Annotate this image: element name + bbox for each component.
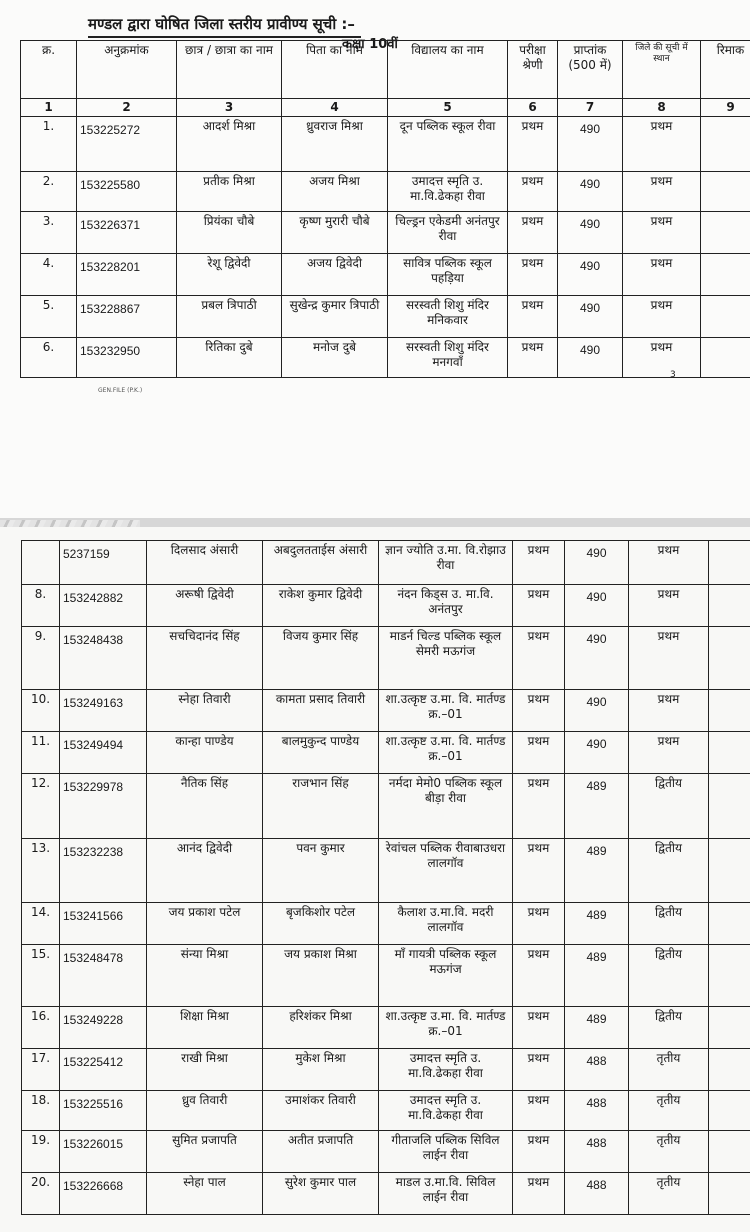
remarks-cell (701, 338, 750, 378)
roll-number-cell: 153248478 (60, 945, 147, 1007)
column-number: 4 (282, 99, 388, 117)
marks-cell: 489 (565, 839, 629, 903)
district-rank-cell: द्वितीय (629, 839, 709, 903)
division-cell: प्रथम (513, 585, 565, 627)
column-number: 5 (388, 99, 508, 117)
school-name-cell: गीताजलि पब्लिक सिविल लाईन रीवा (379, 1131, 513, 1173)
marks-cell: 490 (558, 254, 623, 296)
serial-cell: 19. (22, 1131, 60, 1173)
father-name-cell: ध्रुवराज मिश्रा (282, 117, 388, 172)
student-name-cell: सुमित प्रजापति (147, 1131, 263, 1173)
district-rank-cell: तृतीय (629, 1091, 709, 1131)
district-rank-cell: प्रथम (623, 212, 701, 254)
serial-cell: 3. (21, 212, 77, 254)
marks-cell: 490 (558, 212, 623, 254)
merit-list-page-2 (0, 527, 750, 1232)
header-district-rank: जिले की सूची में स्थान (623, 41, 701, 99)
roll-number-cell: 153228201 (77, 254, 177, 296)
table-row (22, 732, 750, 774)
father-name-cell: अतीत प्रजापति (263, 1131, 379, 1173)
remarks-cell (709, 1049, 750, 1091)
roll-number-cell: 153249494 (60, 732, 147, 774)
marks-cell: 490 (558, 338, 623, 378)
remarks-cell (701, 117, 750, 172)
serial-cell: 20. (22, 1173, 60, 1215)
father-name-cell: पवन कुमार (263, 839, 379, 903)
student-name-cell: रितिका दुबे (177, 338, 282, 378)
merit-list-title: मण्डल द्वारा घोषित जिला स्तरीय प्रावीण्य सूची :– (88, 14, 361, 38)
serial-cell: 17. (22, 1049, 60, 1091)
father-name-cell: अजय मिश्रा (282, 172, 388, 212)
district-rank-cell: द्वितीय (629, 945, 709, 1007)
column-number: 3 (177, 99, 282, 117)
merit-table-page-2 (21, 540, 750, 1215)
school-name-cell: नर्मदा मेमो0 पब्लिक स्कूल बीड़ा रीवा (379, 774, 513, 839)
marks-cell: 490 (558, 296, 623, 338)
serial-cell: 9. (22, 627, 60, 690)
table-row (22, 839, 750, 903)
student-name-cell: नैतिक सिंह (147, 774, 263, 839)
school-name-cell: शा.उत्कृष्ट उ.मा. वि. मार्तण्ड क्र.–01 (379, 1007, 513, 1049)
district-rank-cell: तृतीय (629, 1173, 709, 1215)
roll-number-cell: 153226371 (77, 212, 177, 254)
division-cell: प्रथम (513, 774, 565, 839)
school-name-cell: कैलाश उ.मा.वि. मदरी लालगॉव (379, 903, 513, 945)
serial-cell: 1. (21, 117, 77, 172)
school-name-cell: सावित्र पब्लिक स्कूल पहड़िया (388, 254, 508, 296)
table-row (21, 338, 750, 378)
marks-cell: 488 (565, 1049, 629, 1091)
table-row (22, 945, 750, 1007)
school-name-cell: उमादत्त स्मृति उ. मा.वि.ढेकहा रीवा (388, 172, 508, 212)
serial-cell: 6. (21, 338, 77, 378)
remarks-cell (709, 627, 750, 690)
remarks-cell (709, 774, 750, 839)
remarks-cell (709, 541, 750, 585)
marks-cell: 490 (565, 585, 629, 627)
school-name-cell: ज्ञान ज्योति उ.मा. वि.रोझाउ रीवा (379, 541, 513, 585)
table-row (21, 254, 750, 296)
division-cell: प्रथम (508, 117, 558, 172)
remarks-cell (709, 732, 750, 774)
table-row (22, 541, 750, 585)
father-name-cell: कामता प्रसाद तिवारी (263, 690, 379, 732)
header-serial: क्र. (21, 41, 77, 99)
serial-cell: 8. (22, 585, 60, 627)
student-name-cell: संन्या मिश्रा (147, 945, 263, 1007)
division-cell: प्रथम (513, 732, 565, 774)
division-cell: प्रथम (508, 212, 558, 254)
roll-number-cell: 153232950 (77, 338, 177, 378)
roll-number-cell: 153241566 (60, 903, 147, 945)
district-rank-cell: प्रथम (623, 296, 701, 338)
roll-number-cell: 153232238 (60, 839, 147, 903)
serial-cell: 16. (22, 1007, 60, 1049)
table-row (22, 903, 750, 945)
father-name-cell: सुखेन्द्र कुमार त्रिपाठी (282, 296, 388, 338)
column-number: 7 (558, 99, 623, 117)
roll-number-cell: 153229978 (60, 774, 147, 839)
column-number: 6 (508, 99, 558, 117)
division-cell: प्रथम (513, 1173, 565, 1215)
student-name-cell: प्रबल त्रिपाठी (177, 296, 282, 338)
father-name-cell: मनोज दुबे (282, 338, 388, 378)
father-name-cell: उमाशंकर तिवारी (263, 1091, 379, 1131)
table-row (22, 585, 750, 627)
student-name-cell: कान्हा पाण्डेय (147, 732, 263, 774)
school-name-cell: नंदन किड्स उ. मा.वि. अनंतपुर (379, 585, 513, 627)
district-rank-cell: द्वितीय (629, 903, 709, 945)
father-name-cell: जय प्रकाश मिश्रा (263, 945, 379, 1007)
division-cell: प्रथम (513, 945, 565, 1007)
district-rank-cell: प्रथम (623, 338, 701, 378)
district-rank-cell: तृतीय (629, 1049, 709, 1091)
serial-cell: 5. (21, 296, 77, 338)
remarks-cell (709, 1131, 750, 1173)
table-row (22, 774, 750, 839)
roll-number-cell: 153225412 (60, 1049, 147, 1091)
roll-number-cell: 5237159 (60, 541, 147, 585)
table-row (22, 1131, 750, 1173)
district-rank-cell: प्रथम (623, 172, 701, 212)
division-cell: प्रथम (513, 1131, 565, 1173)
header-remarks: रिमाक (701, 41, 750, 99)
division-cell: प्रथम (513, 1091, 565, 1131)
student-name-cell: राखी मिश्रा (147, 1049, 263, 1091)
remarks-cell (709, 1007, 750, 1049)
remarks-cell (701, 212, 750, 254)
roll-number-cell: 153228867 (77, 296, 177, 338)
district-rank-cell: प्रथम (629, 541, 709, 585)
district-rank-cell: तृतीय (629, 1131, 709, 1173)
student-name-cell: स्नेहा तिवारी (147, 690, 263, 732)
remarks-cell (701, 254, 750, 296)
roll-number-cell: 153225516 (60, 1091, 147, 1131)
father-name-cell: अजय द्विवेदी (282, 254, 388, 296)
roll-number-cell: 153226015 (60, 1131, 147, 1173)
remarks-cell (709, 903, 750, 945)
school-name-cell: शा.उत्कृष्ट उ.मा. वि. मार्तण्ड क्र.–01 (379, 690, 513, 732)
student-name-cell: अरूषी द्विवेदी (147, 585, 263, 627)
school-name-cell: माँ गायत्री पब्लिक स्कूल मऊगंज (379, 945, 513, 1007)
father-name-cell: हरिशंकर मिश्रा (263, 1007, 379, 1049)
father-name-cell: अबदुलतताईस अंसारी (263, 541, 379, 585)
marks-cell: 488 (565, 1091, 629, 1131)
student-name-cell: आदर्श मिश्रा (177, 117, 282, 172)
serial-cell: 10. (22, 690, 60, 732)
school-name-cell: रेवांचल पब्लिक रीवाबाउधरा लालगॉव (379, 839, 513, 903)
father-name-cell: कृष्ण मुरारी चौबे (282, 212, 388, 254)
district-rank-cell: प्रथम (629, 732, 709, 774)
serial-cell: 15. (22, 945, 60, 1007)
division-cell: प्रथम (508, 338, 558, 378)
school-name-cell: माडल उ.मा.वि. सिविल लाईन रीवा (379, 1173, 513, 1215)
student-name-cell: ध्रुव तिवारी (147, 1091, 263, 1131)
header-student-name: छात्र / छात्रा का नाम (177, 41, 282, 99)
division-cell: प्रथम (513, 1007, 565, 1049)
student-name-cell: प्रतीक मिश्रा (177, 172, 282, 212)
marks-cell: 489 (565, 903, 629, 945)
division-cell: प्रथम (513, 690, 565, 732)
table-row (22, 1007, 750, 1049)
school-name-cell: उमादत्त स्मृति उ. मा.वि.ढेकहा रीवा (379, 1049, 513, 1091)
remarks-cell (709, 690, 750, 732)
roll-number-cell: 153242882 (60, 585, 147, 627)
division-cell: प्रथम (513, 627, 565, 690)
serial-cell: 14. (22, 903, 60, 945)
remarks-cell (701, 172, 750, 212)
division-cell: प्रथम (513, 903, 565, 945)
district-rank-cell: प्रथम (629, 627, 709, 690)
merit-table-page-1 (20, 40, 750, 378)
roll-number-cell: 153225272 (77, 117, 177, 172)
roll-number-cell: 153248438 (60, 627, 147, 690)
marks-cell: 490 (558, 172, 623, 212)
remarks-cell (701, 296, 750, 338)
table-row (22, 690, 750, 732)
school-name-cell: सरस्वती शिशु मंदिर मनिकवार (388, 296, 508, 338)
serial-cell (22, 541, 60, 585)
student-name-cell: शिक्षा मिश्रा (147, 1007, 263, 1049)
district-rank-cell: प्रथम (623, 254, 701, 296)
column-number-row (21, 99, 750, 117)
serial-cell: 4. (21, 254, 77, 296)
district-rank-cell: प्रथम (629, 585, 709, 627)
division-cell: प्रथम (508, 296, 558, 338)
father-name-cell: राजभान सिंह (263, 774, 379, 839)
table-row (22, 1173, 750, 1215)
division-cell: प्रथम (513, 541, 565, 585)
school-name-cell: चिल्ड्रन एकेडमी अनंतपुर रीवा (388, 212, 508, 254)
table-row (21, 296, 750, 338)
marks-cell: 490 (565, 690, 629, 732)
student-name-cell: जय प्रकाश पटेल (147, 903, 263, 945)
table-header-row (21, 41, 750, 99)
roll-number-cell: 153249228 (60, 1007, 147, 1049)
marks-cell: 489 (565, 1007, 629, 1049)
district-rank-cell: द्वितीय (629, 774, 709, 839)
school-name-cell: दून पब्लिक स्कूल रीवा (388, 117, 508, 172)
father-name-cell: राकेश कुमार द्विवेदी (263, 585, 379, 627)
remarks-cell (709, 585, 750, 627)
marks-cell: 490 (565, 627, 629, 690)
school-name-cell: सरस्वती शिशु मंदिर मनगवाँ (388, 338, 508, 378)
roll-number-cell: 153225580 (77, 172, 177, 212)
marks-cell: 490 (565, 541, 629, 585)
marks-cell: 490 (565, 732, 629, 774)
roll-number-cell: 153226668 (60, 1173, 147, 1215)
father-name-cell: बृजकिशोर पटेल (263, 903, 379, 945)
class-subtitle: कक्षा 10वीं (342, 37, 398, 52)
merit-list-page-1 (0, 0, 750, 518)
student-name-cell: प्रियंका चौबे (177, 212, 282, 254)
serial-cell: 2. (21, 172, 77, 212)
marks-cell: 488 (565, 1173, 629, 1215)
student-name-cell: रेशू द्विवेदी (177, 254, 282, 296)
file-reference: GEN.FILE (P.K.) (98, 387, 143, 394)
father-name-cell: सुरेश कुमार पाल (263, 1173, 379, 1215)
table-row (21, 172, 750, 212)
district-rank-cell: प्रथम (629, 690, 709, 732)
remarks-cell (709, 839, 750, 903)
father-name-cell: मुकेश मिश्रा (263, 1049, 379, 1091)
table-row (22, 1049, 750, 1091)
column-number: 9 (701, 99, 750, 117)
father-name-cell: बालमुकुन्द पाण्डेय (263, 732, 379, 774)
remarks-cell (709, 945, 750, 1007)
marks-cell: 490 (558, 117, 623, 172)
marks-cell: 488 (565, 1131, 629, 1173)
division-cell: प्रथम (508, 172, 558, 212)
header-school-name: विद्यालय का नाम (388, 41, 508, 99)
division-cell: प्रथम (508, 254, 558, 296)
student-name-cell: सचचिदानंद सिंह (147, 627, 263, 690)
table-row (21, 117, 750, 172)
serial-cell: 11. (22, 732, 60, 774)
division-cell: प्रथम (513, 839, 565, 903)
column-number: 8 (623, 99, 701, 117)
roll-number-cell: 153249163 (60, 690, 147, 732)
school-name-cell: उमादत्त स्मृति उ. मा.वि.ढेकहा रीवा (379, 1091, 513, 1131)
marks-cell: 489 (565, 774, 629, 839)
page-number: 3 (670, 370, 676, 380)
student-name-cell: आनंद द्विवेदी (147, 839, 263, 903)
school-name-cell: शा.उत्कृष्ट उ.मा. वि. मार्तण्ड क्र.–01 (379, 732, 513, 774)
header-marks: प्राप्तांक (500 में) (558, 41, 623, 99)
student-name-cell: स्नेहा पाल (147, 1173, 263, 1215)
table-row (22, 627, 750, 690)
column-number: 1 (21, 99, 77, 117)
serial-cell: 12. (22, 774, 60, 839)
district-rank-cell: द्वितीय (629, 1007, 709, 1049)
division-cell: प्रथम (513, 1049, 565, 1091)
column-number: 2 (77, 99, 177, 117)
remarks-cell (709, 1091, 750, 1131)
student-name-cell: दिलसाद अंसारी (147, 541, 263, 585)
school-name-cell: माडर्न चिल्ड पब्लिक स्कूल सेमरी मऊगंज (379, 627, 513, 690)
table-row (22, 1091, 750, 1131)
header-father-name: पिता का नाम (282, 41, 388, 99)
serial-cell: 13. (22, 839, 60, 903)
header-roll-number: अनुक्रमांक (77, 41, 177, 99)
serial-cell: 18. (22, 1091, 60, 1131)
header-division: परीक्षा श्रेणी (508, 41, 558, 99)
table-row (21, 212, 750, 254)
district-rank-cell: प्रथम (623, 117, 701, 172)
remarks-cell (709, 1173, 750, 1215)
marks-cell: 489 (565, 945, 629, 1007)
father-name-cell: विजय कुमार सिंह (263, 627, 379, 690)
